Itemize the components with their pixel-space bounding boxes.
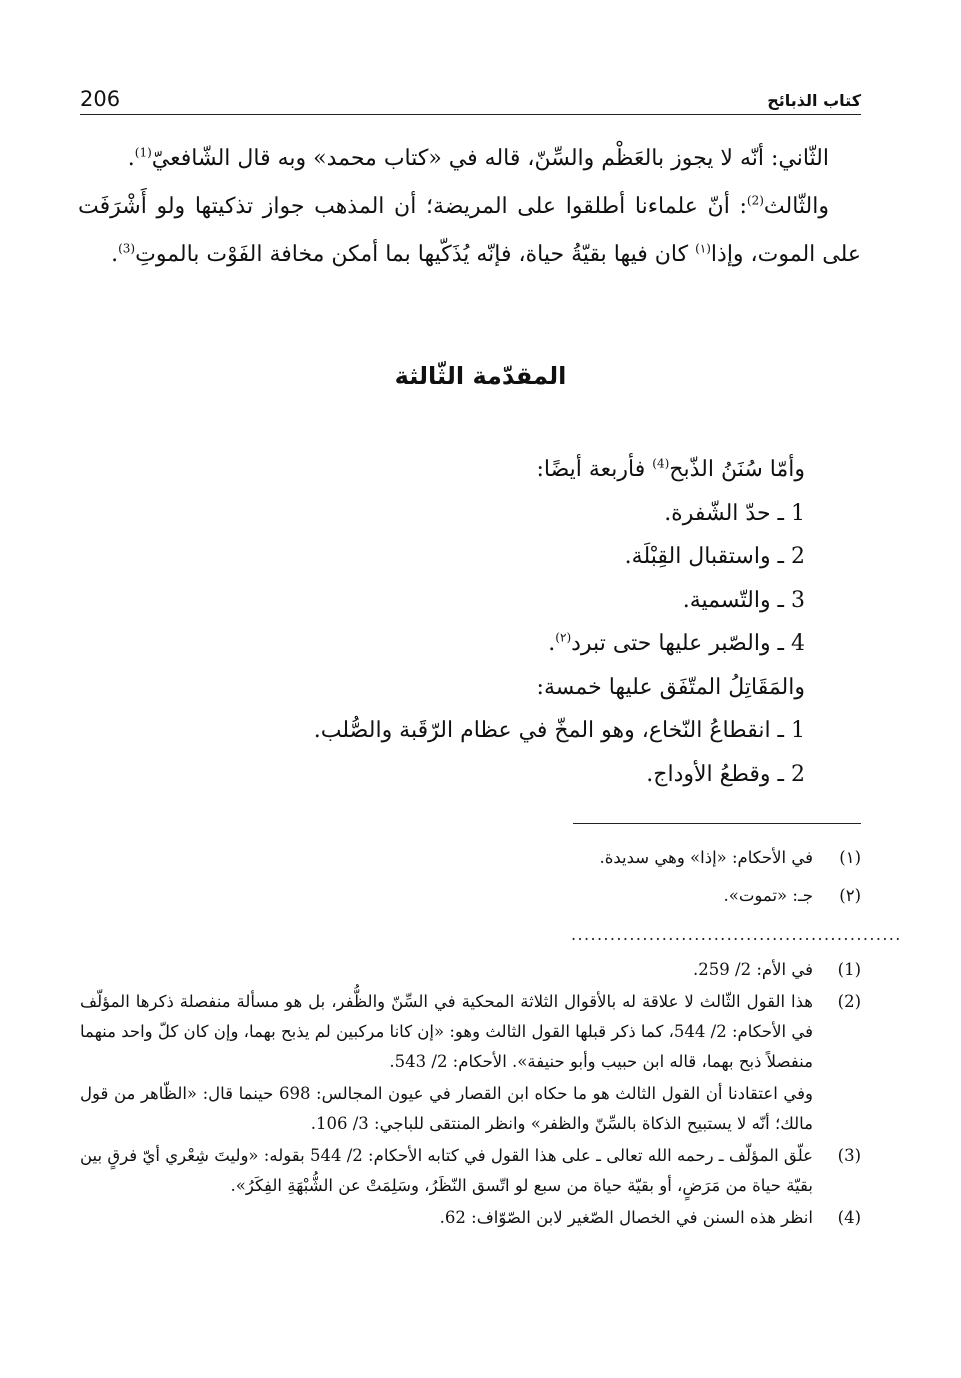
main-text [78, 135, 861, 279]
footnote-ref: (3) [118, 241, 136, 256]
dotted-separator: ................................................... [571, 925, 902, 944]
footnote [80, 1079, 861, 1139]
footnote-text: جـ: «تموت». [723, 886, 813, 905]
footnote-text: في الأم: 2/ 259. [693, 960, 813, 979]
footnote-text: علّق المؤلّف ـ رحمه الله تعالى ـ على هذا القول في كتابه الأحكام: 2/ 544 بقوله: «وليتَ شِعْري أيّ فرقٍ بين بقيّة حياة من مَرَضٍ، أو بقيّة حياة من سبع لو اتّسق النّظَرُ، وسَلِمَتْ عن الشُّبْهَةِ الفِكَرُ». [80, 1146, 814, 1195]
footnote-rule [573, 823, 861, 824]
footnote-number: (1) [837, 960, 861, 979]
list-item: 1 ـ انقطاعُ النّخاع، وهو المخّ في عظام الرّقَبة والصُّلب. [313, 718, 805, 743]
footnote [80, 878, 861, 914]
footnote-number: (٢) [839, 886, 861, 905]
editor-notes [80, 955, 861, 1235]
variant-ref: (٢) [555, 630, 572, 645]
variant-ref: (١) [695, 241, 711, 256]
paragraph [78, 135, 861, 183]
footnote [80, 840, 861, 876]
list-intro-text: فأربعة أيضًا: [536, 457, 653, 482]
list-item: 2 ـ وقطعُ الأوداج. [646, 761, 805, 787]
footnote [80, 1141, 861, 1201]
list-item-text: 4 ـ والصّبر عليها حتى تبرد [571, 631, 805, 656]
list-item: 1 ـ حدّ الشّفرة. [664, 500, 805, 526]
footnote-number: (١) [839, 848, 861, 867]
footnote-text: وفي اعتقادنا أن القول الثالث هو ما حكاه ابن القصار في عيون المجالس: 698 حينما قال: «الظّاهر من قول مالك؛ أنّه لا يستبيح الذكاة بالسِّنّ والظفر» وانظر المنتقى للباجي: 3/ 106. [80, 1084, 813, 1133]
footnote-number [813, 1079, 861, 1139]
paragraph-text: كان فيها بقيّةُ حياة، فإنّه يُذَكّيها بما أمكن مخافة الفَوْت بالموتِ [135, 242, 696, 267]
page-header [80, 82, 861, 115]
list-block [78, 448, 861, 796]
paragraph-end: . [127, 146, 135, 171]
list-item [78, 622, 861, 666]
list-item: 3 ـ والتّسمية. [682, 587, 805, 613]
list-intro-text: وأمّا سُنَنُ الذّبح [669, 457, 805, 482]
footnote-text: انظر هذه السنن في الخصال الصّغير لابن الصّوّاف: 62. [439, 1208, 813, 1227]
paragraph [78, 183, 861, 279]
running-title: كتاب الذبائح [767, 91, 861, 110]
footnote [80, 955, 861, 985]
footnote-text: هذا القول الثّالث لا علاقة له بالأقوال الثلاثة المحكية في السِّنّ والظُّفر، بل هو مسألة منفصلة ذكرها المؤلّف في الأحكام: 2/ 544، كما ذكر قبلها القول الثالث وهو: «إن كانا مركبين لم يذبح بهما، وإن كان كلّ واحد منهما منفصلاً ذبح بهما، قاله ابن حبيب وأبو حنيفة». الأحكام: 2/ 543. [80, 992, 813, 1071]
paragraph-text: والثّالث [763, 194, 829, 219]
list-item-end: . [548, 631, 556, 656]
variant-notes [80, 840, 861, 916]
footnote-text: في الأحكام: «إذا» وهي سديدة. [599, 848, 813, 867]
section-title: المقدّمة الثّالثة [394, 362, 567, 390]
paragraph-text: الثّاني: أنّه لا يجوز بالعَظْم والسِّنّ، قاله في «كتاب محمد» وبه قال الشّافعيّ [151, 146, 829, 171]
footnote-ref: (1) [134, 145, 152, 160]
list-intro [78, 448, 861, 492]
footnote [80, 1203, 861, 1233]
page-number: 206 [80, 87, 121, 111]
list-intro: والمَقَاتِلُ المتّفَق عليها خمسة: [536, 674, 805, 700]
footnote-number: (4) [837, 1208, 861, 1227]
paragraph-text: : أنّ علماءنا أطلقوا على المريضة؛ أن المذهب جواز تذكيتها ولو أَشْرَفَت على الموت، وإذا [78, 194, 861, 267]
footnote-ref: (4) [652, 456, 670, 471]
paragraph-end: . [111, 242, 119, 267]
footnote-number: (2) [837, 992, 861, 1011]
footnote [80, 987, 861, 1077]
footnote-number: (3) [837, 1146, 861, 1165]
list-item: 2 ـ واستقبال القِبْلَة. [624, 544, 805, 569]
footnote-ref: (2) [746, 193, 764, 208]
